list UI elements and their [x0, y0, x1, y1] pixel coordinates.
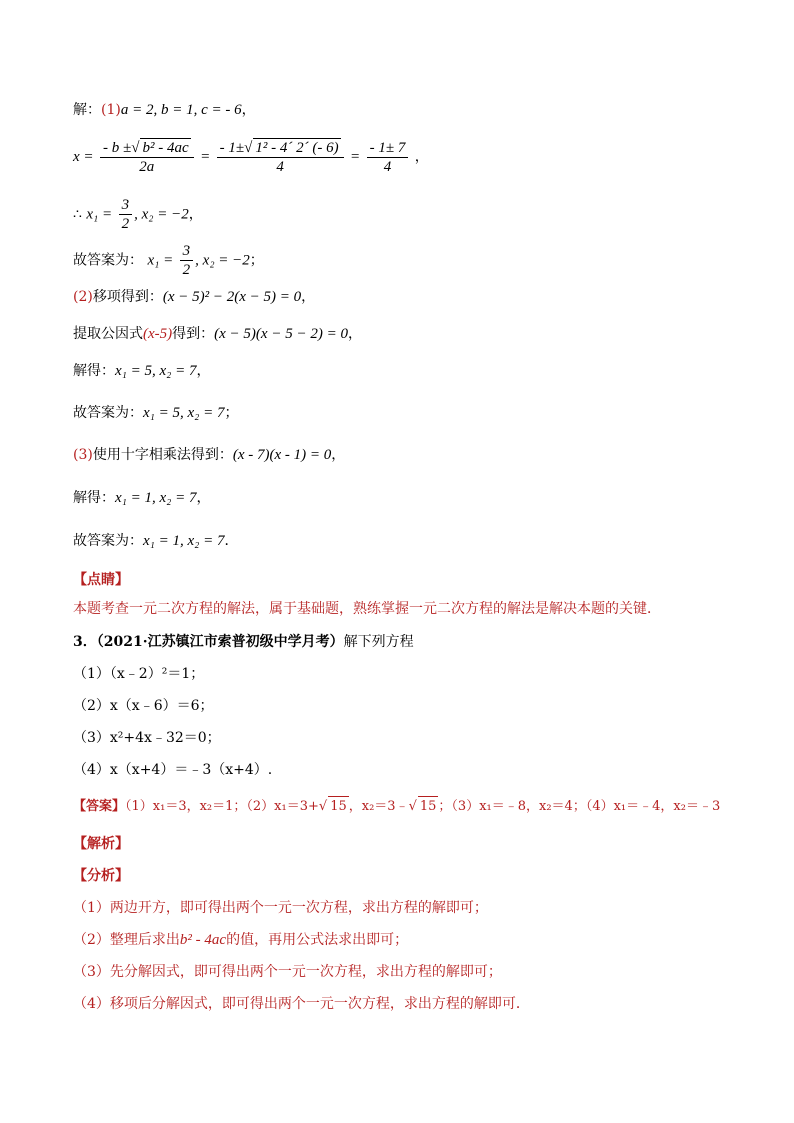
step-text: 提取公因式: [73, 326, 143, 342]
sol1-roots: [73, 196, 203, 233]
answer-text: ；（3）x₁＝﹣8，x₂＝4；（4）x₁＝﹣4，x₂＝﹣3: [438, 799, 721, 814]
equation: x₁ = 5, x₂ = 7: [115, 363, 197, 379]
common-factor: (x-5): [143, 326, 173, 342]
analysis-subheading: 【分析】: [73, 868, 129, 884]
answer-label: 故答案为：: [73, 405, 143, 421]
sol2-answer: 故答案为：x₁ = 5, x₂ = 7；: [73, 405, 239, 421]
question-item: （3）x²+4x﹣32＝0；: [73, 730, 221, 746]
punctuation: ，: [241, 102, 256, 118]
root-x1: x₁ =: [147, 252, 174, 269]
numerator: - b ±: [102, 140, 132, 156]
sol1-answer: 故答案为： x₁ = $\frac{3}{2}$ , x₂ = −2；: [73, 243, 264, 278]
fraction-three-halves: [180, 242, 194, 279]
step-text: 使用十字相乘法得到：: [92, 447, 233, 463]
answer-line: 【答案】（1）x₁＝3，x₂＝1；（2）x₁＝3+√ 15 ，x₂＝3﹣√ 15 ；（3）x₁＝﹣8，x₂＝4；（4）x₁＝﹣4，x₂＝﹣3: [73, 796, 720, 817]
sol2-shift: (2)移项得到：(x − 5)² − 2(x − 5) = 0，: [73, 289, 316, 305]
solve-label: 解得：: [73, 490, 115, 506]
solution-label: 解：: [73, 102, 101, 118]
step-text: 移项得到：: [92, 289, 163, 305]
equals: =: [350, 149, 361, 165]
analysis-item: （3）先分解因式，即可得出两个一元一次方程，求出方程的解即可；: [73, 964, 502, 980]
question-3-title: [73, 632, 414, 652]
fraction-three-halves: [119, 196, 133, 233]
analysis-item: （4）移项后分解因式，即可得出两个一元一次方程，求出方程的解即可．: [73, 996, 530, 1012]
therefore-symbol: ∴: [73, 206, 82, 223]
coefficients: a = 2, b = 1, c = - 6: [120, 102, 242, 118]
answer-label: 故答案为：: [73, 533, 143, 549]
question-item: （4）x（x+4）＝﹣3（x+4）.: [73, 762, 273, 778]
root-x1: x₁ =: [86, 206, 113, 223]
equals: =: [200, 149, 211, 165]
question-source: （2021·江苏镇江市索普初级中学月考）: [96, 634, 344, 650]
radicand: 15: [328, 796, 349, 817]
question-item: （1）（x﹣2）²＝1；: [73, 666, 205, 682]
part-number: (3): [73, 447, 93, 463]
radicand: 15: [418, 796, 439, 817]
analysis-heading: 【解析】: [73, 836, 129, 852]
equation: x₁ = 5, x₂ = 7: [143, 405, 225, 421]
discriminant-term: b² - 4ac: [179, 932, 227, 948]
answer-text: ，x₂＝3﹣: [348, 799, 409, 814]
analysis-item: （1）两边开方，即可得出两个一元一次方程，求出方程的解即可；: [73, 900, 488, 916]
sol3-cross: (3)使用十字相乘法得到：(x - 7)(x - 1) = 0，: [73, 447, 346, 463]
radicand: b² - 4ac: [142, 140, 189, 156]
answer-label: 故答案为：: [73, 252, 143, 269]
dianjing-body: 本题考查一元二次方程的解法，属于基础题，熟练掌握一元二次方程的解法是解决本题的关键．: [73, 601, 661, 617]
equation: (x - 7)(x - 1) = 0: [232, 447, 332, 463]
fraction-simplified: [367, 139, 409, 176]
quadratic-formula: [73, 138, 429, 176]
question-number: 3．: [73, 634, 97, 650]
numerator: - 1±: [219, 140, 245, 156]
sol1-line-coeffs: [73, 100, 256, 120]
part-number: (2): [73, 289, 93, 305]
solve-label: 解得：: [73, 363, 115, 379]
dianjing-heading: 【点睛】: [73, 572, 129, 588]
denominator: 2: [182, 262, 191, 278]
denominator: 2: [121, 216, 130, 232]
punctuation: ，: [414, 149, 429, 165]
numerator: - 1± 7: [367, 139, 409, 158]
analysis-text: 的值，再用公式法求出即可；: [226, 932, 409, 948]
answer-text: （1）x₁＝3，x₂＝1；（2）x₁＝3+: [125, 799, 319, 814]
part-number: (1): [101, 102, 121, 118]
sol3-answer: 故答案为：x₁ = 1, x₂ = 7．: [73, 533, 239, 549]
fraction-substituted: $\frac{\text{- 1±√ 1² - 4´ 2´ (- 6)}}{4}$: [217, 138, 344, 176]
root-x2: , x₂ = −2: [134, 206, 189, 223]
analysis-item: [73, 930, 408, 950]
punctuation: ，: [188, 206, 203, 223]
sol2-factor: 提取公因式(x-5)得到：(x − 5)(x − 5 − 2) = 0，: [73, 326, 362, 342]
denominator: 4: [276, 159, 284, 175]
question-item: （2）x（x﹣6）＝6；: [73, 698, 214, 714]
fraction-general: $\frac{\text{- b ±√ b² - 4ac}}{2a}$: [100, 138, 194, 176]
denominator: 2a: [139, 159, 155, 175]
equation: x₁ = 1, x₂ = 7: [115, 490, 197, 506]
question-title: 解下列方程: [343, 634, 414, 650]
answer-heading: 【答案】: [73, 799, 126, 814]
equation: (x − 5)² − 2(x − 5) = 0: [162, 289, 302, 305]
formula-lhs: x =: [73, 149, 94, 165]
root-x2: , x₂ = −2: [195, 252, 250, 269]
sol3-solve: 解得：x₁ = 1, x₂ = 7，: [73, 490, 211, 506]
equation: (x − 5)(x − 5 − 2) = 0: [214, 326, 348, 342]
step-text: 得到：: [172, 326, 215, 342]
numerator: 3: [119, 196, 133, 215]
sol2-solve: 解得：x₁ = 5, x₂ = 7，: [73, 363, 211, 379]
analysis-text: （2）整理后求出: [73, 932, 180, 948]
denominator: 4: [383, 158, 392, 175]
numerator: 3: [180, 242, 194, 261]
radicand: 1² - 4´ 2´ (- 6): [255, 140, 339, 156]
equation: x₁ = 1, x₂ = 7: [143, 533, 225, 549]
